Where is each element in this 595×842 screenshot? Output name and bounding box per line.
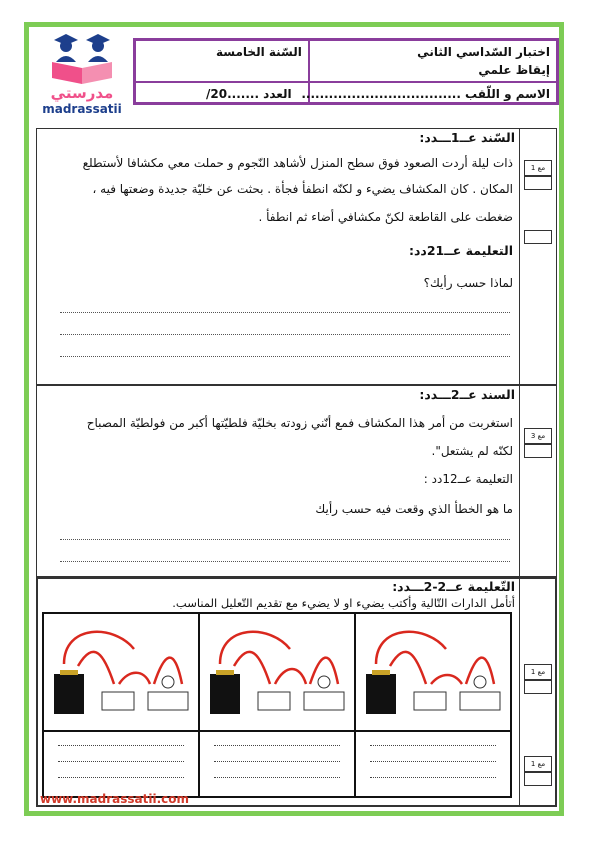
exam-title: اختبار السّداسي الثاني — [417, 45, 550, 59]
score-box-2-empty — [524, 444, 552, 458]
class-level: السّنة الخامسة — [216, 45, 302, 59]
exam-header — [133, 38, 559, 105]
answer-line[interactable] — [60, 355, 510, 357]
score-box-3b-empty — [524, 772, 552, 786]
answer-line[interactable] — [58, 776, 184, 778]
section-3-question: أتأمل الدارات التّالية وأكتب يضيء او لا يضيء مع تقديم التّعليل المناسب. — [172, 596, 515, 610]
score-box-1: مع 1 — [524, 160, 552, 176]
section-1-title: السّند عــ1ـــدد: — [419, 130, 515, 145]
score-box-3b: مع 1 — [524, 756, 552, 772]
answer-line[interactable] — [214, 744, 340, 746]
logo-text-arabic: مدرستي — [50, 84, 114, 102]
section-1-question: لماذا حسب رأيك؟ — [423, 276, 513, 290]
score-box-1b — [524, 230, 552, 244]
circuit-diagram-1 — [44, 614, 198, 730]
section-1-line-1: ذات ليلة أردت الصعود فوق سطح المنزل لأشاهد النّجوم و حملت معي مكشافا لأستطلع — [82, 156, 513, 170]
circuit-diagram-2 — [200, 614, 354, 730]
section-1-line-3: ضغطت على القاطعة لكنّ مكشافي أضاء ثم انطفأ . — [258, 210, 513, 224]
score-box-3a: مع 1 — [524, 664, 552, 680]
section-2-margin — [519, 385, 557, 577]
section-1-instruction: التعليمة عــ21دد: — [409, 243, 513, 258]
score-box-1-empty — [524, 176, 552, 190]
score-box-3a-empty — [524, 680, 552, 694]
answer-line[interactable] — [58, 760, 184, 762]
section-2-question: ما هو الخطأ الذي وقعت فيه حسب رأيك — [315, 502, 513, 516]
section-2-line-2: لكنّه لم يشتعل". — [431, 444, 513, 458]
answer-line[interactable] — [370, 760, 496, 762]
circuits-table — [42, 612, 512, 798]
answer-line[interactable] — [60, 560, 510, 562]
section-2-title: السند عــ2ـــدد: — [419, 387, 515, 402]
section-1-line-2: المكان . كان المكشاف يضيء و لكنّه انطفأ فجأة . بحثت عن خليّة جديدة وضعتها فيه ، — [92, 182, 513, 196]
answer-line[interactable] — [214, 760, 340, 762]
answer-line[interactable] — [370, 776, 496, 778]
answer-line[interactable] — [60, 538, 510, 540]
answer-line[interactable] — [60, 333, 510, 335]
score-field[interactable]: العدد .......20/ — [206, 87, 292, 101]
answer-line[interactable] — [60, 311, 510, 313]
circuit-diagram-3 — [356, 614, 510, 730]
section-2-line-1: استغربت من أمر هذا المكشاف فمع أنّني زودته بخليّة فلطيّتها أكبر من فولطيّة المصباح — [86, 416, 513, 430]
name-field[interactable]: الاسم و اللّقب ................................... — [301, 87, 550, 101]
subject-name: إيقاظ علمي — [478, 63, 550, 77]
answer-line[interactable] — [58, 744, 184, 746]
answer-line[interactable] — [214, 776, 340, 778]
section-3-instruction: التّعليمة عــ2-2ـــدد: — [392, 579, 515, 594]
section-2-instruction: التعليمة عــ12دد : — [423, 472, 513, 486]
score-box-2: مع 3 — [524, 428, 552, 444]
watermark-url: www.madrassatii.com — [40, 792, 190, 806]
logo-text-latin: madrassatii — [42, 102, 122, 116]
answer-line[interactable] — [370, 744, 496, 746]
